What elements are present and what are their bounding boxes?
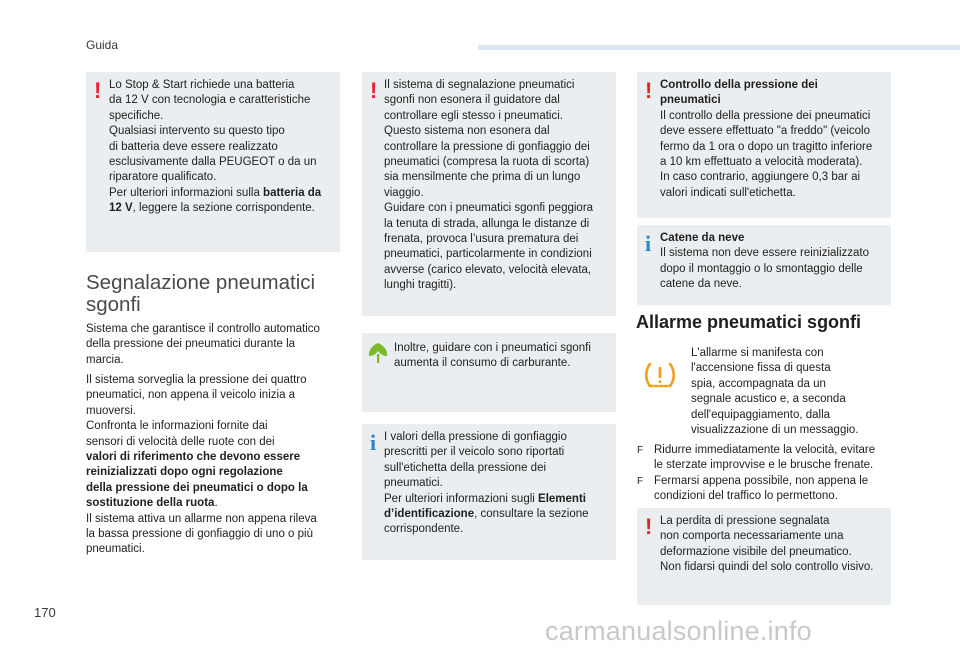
text-line: Il controllo della pressione dei pneumatici [660, 109, 871, 122]
text-line: Ridurre immediatamente la velocità, evitare [654, 444, 876, 456]
text-line: Qualsiasi intervento su questo tipo [109, 125, 285, 138]
text-fragment: , leggere la sezione corrispondente. [132, 202, 315, 215]
text-line: specifiche. [109, 109, 164, 122]
text-line: a 10 km effettuato a velocità moderata). [660, 156, 863, 169]
tyre-check-warning-text [384, 78, 614, 294]
text-line: avverse (carico elevato, velocità elevata, [384, 263, 592, 276]
text-line [660, 78, 890, 93]
text-line: Non fidarsi quindi del solo controllo visivo. [660, 561, 874, 574]
text-line: Lo Stop & Start richiede una batteria [109, 79, 295, 91]
text-line: la bassa pressione di gonfiaggio di uno o più [86, 528, 313, 541]
text-line: Guidare con i pneumatici sgonfi peggiora [384, 202, 594, 215]
text-line: aumenta il consumo di carburante. [394, 357, 571, 370]
text-line: Fermarsi appena possibile, non appena le [654, 474, 869, 487]
identification-link-text: Elementi [538, 492, 586, 505]
battery-warning-text [109, 78, 337, 217]
text-line: Il sistema sorveglia la pressione dei quattro [86, 374, 307, 386]
identification-link-text-2: d’identificazione [384, 508, 475, 521]
text-line: pneumatici, particolarmente in condizioni [384, 248, 592, 261]
text-line: prescritti per il veicolo sono riportati [384, 446, 565, 459]
pressure-check-warning-box [637, 72, 891, 218]
pressure-loss-warning-text [660, 514, 890, 576]
text-line [86, 450, 346, 465]
text-line: pneumatici. [86, 543, 145, 556]
text-line: fermo da 1 ora o dopo un tragitto inferiore [660, 140, 873, 153]
text-line: corrispondente. [384, 523, 464, 536]
text-line: Questo sistema non esonera dal [384, 125, 550, 138]
list-item [637, 443, 895, 474]
box-title: Catene da neve [660, 232, 745, 244]
text-line: di batteria deve essere realizzato [109, 140, 278, 153]
text-line: Il sistema non deve essere reinizializzato [660, 247, 870, 260]
battery-link-text-2: 12 V [109, 202, 133, 215]
section-title [86, 272, 346, 316]
bold-text: della pressione dei pneumatici o dopo la [86, 481, 308, 494]
text-line: Confronta le informazioni fornite dai [86, 420, 268, 433]
text-fragment: Per ulteriori informazioni sugli [384, 492, 539, 505]
warning-icon: ! [645, 514, 653, 539]
text-line: Inoltre, guidare con i pneumatici sgonfi [394, 342, 591, 354]
text-line: frenata, provoca l’usura prematura dei [384, 233, 579, 246]
text-line: segnale acustico e, a seconda [691, 393, 846, 406]
text-line: la tenuta di strada, allunga le distanze di [384, 217, 590, 230]
text-line [86, 481, 346, 496]
battery-warning-box [86, 72, 340, 252]
tyre-check-warning-box [362, 72, 616, 316]
text-line: riparatore qualificato. [109, 171, 217, 184]
intro-paragraph [86, 322, 346, 368]
watermark: carmanualsonline.info [545, 616, 812, 646]
text-fragment: Per ulteriori informazioni sulla [109, 186, 264, 199]
text-line: muoversi. [86, 404, 136, 417]
battery-link-text: batteria da [263, 186, 322, 199]
text-line: visualizzazione di un messaggio. [691, 424, 859, 437]
text-line: I valori della pressione di gonfiaggio [384, 431, 567, 443]
pressure-values-info-text [384, 430, 614, 538]
text-line: sull'etichetta della pressione dei [384, 461, 547, 474]
text-line: della pressione dei pneumatici durante la [86, 338, 296, 351]
text-line: le sterzate improvvise e le brusche frenate. [654, 459, 874, 472]
text-line: dell'equipaggiamento, dalla [691, 408, 831, 421]
text-line [109, 201, 337, 216]
page-number: 170 [34, 605, 56, 620]
text-line: deve essere effettuato "a freddo" (veicolo [660, 125, 870, 138]
text-line: da 12 V con tecnologia e caratteristiche [109, 94, 311, 107]
text-line: pneumatici, non appena il veicolo inizia a [86, 389, 296, 402]
bullet-symbol: F [637, 475, 644, 487]
eco-fuel-box [362, 333, 616, 412]
bold-text: sostituzione della ruota [86, 497, 215, 510]
info-icon: i [645, 231, 652, 256]
text-line: deformazione visibile del pneumatico. [660, 545, 852, 558]
text-line: sia mensilmente che prima di un lungo [384, 171, 581, 184]
warning-icon: ! [645, 78, 653, 103]
bold-text: valori di riferimento che devono essere [86, 451, 301, 464]
text-line: sgonfi non esonera il guidatore dal [384, 94, 560, 107]
box-title: Controllo della pressione dei [660, 79, 818, 91]
warning-icon: ! [370, 78, 378, 103]
text-line: viaggio. [384, 186, 424, 199]
text-line [86, 465, 346, 480]
text-line: controllare la pressione di gonfiaggio dei [384, 140, 590, 153]
pressure-loss-warning-box [637, 508, 891, 605]
text-fragment: . [214, 497, 218, 510]
system-description-paragraph [86, 373, 346, 558]
bold-text: reinizializzati dopo ogni regolazione [86, 466, 283, 479]
action-list [637, 443, 895, 505]
snow-chains-info-box [637, 225, 891, 305]
text-line: L'allarme si manifesta con [691, 347, 824, 359]
eco-leaf-icon [367, 342, 389, 364]
text-line: pneumatici. [384, 477, 443, 490]
eco-fuel-text [394, 341, 614, 372]
list-item [637, 474, 895, 505]
text-line: Il sistema attiva un allarme non appena rileva [86, 512, 317, 525]
text-line: sensori di velocità delle ruote con dei [86, 435, 275, 448]
alarm-description [691, 346, 891, 438]
text-line [86, 496, 346, 511]
text-line: non comporta necessariamente una [660, 530, 844, 543]
header-bar [478, 45, 960, 50]
text-line: In caso contrario, aggiungere 0,3 bar ai [660, 171, 861, 184]
pressure-values-info-box [362, 424, 616, 560]
section-title-line-2: sgonfi [86, 293, 141, 316]
text-line: catene da neve. [660, 278, 742, 291]
text-line [660, 93, 890, 108]
section-title-line-1: Segnalazione pneumatici [86, 271, 316, 294]
text-line: lunghi tragitti). [384, 279, 457, 292]
text-line: esclusivamente dalla PEUGEOT o da un [109, 156, 317, 169]
text-line: marcia. [86, 353, 124, 366]
text-line: dopo il montaggio o lo smontaggio delle [660, 262, 863, 275]
text-line [384, 507, 614, 522]
text-line [660, 231, 890, 246]
text-line: l'accensione fissa di questa [691, 362, 831, 375]
alarm-section-title: Allarme pneumatici sgonfi [636, 312, 862, 332]
text-line: La perdita di pressione segnalata [660, 515, 830, 527]
text-fragment: , consultare la sezione [474, 508, 589, 521]
text-line [384, 492, 614, 507]
text-line: spia, accompagnata da un [691, 377, 826, 390]
list-item-text [654, 474, 868, 505]
tyre-pressure-warning-icon [644, 360, 676, 390]
box-title: pneumatici [660, 94, 721, 107]
list-item-text [654, 443, 875, 474]
text-line: valori indicati sull'etichetta. [660, 186, 796, 199]
text-line: controllare egli stesso i pneumatici. [384, 109, 563, 122]
text-line: pneumatici (compresa la ruota di scorta) [384, 156, 590, 169]
text-line: condizioni del traffico lo permettono. [654, 490, 838, 503]
header-section-label: Guida [86, 38, 119, 52]
pressure-check-warning-text [660, 78, 890, 201]
snow-chains-info-text [660, 231, 890, 293]
bullet-symbol: F [637, 445, 644, 456]
text-line: Il sistema di segnalazione pneumatici [384, 79, 575, 91]
warning-icon: ! [94, 78, 102, 103]
text-line [109, 186, 337, 201]
text-line: Sistema che garantisce il controllo automatico [86, 323, 320, 335]
info-icon: i [370, 430, 377, 455]
